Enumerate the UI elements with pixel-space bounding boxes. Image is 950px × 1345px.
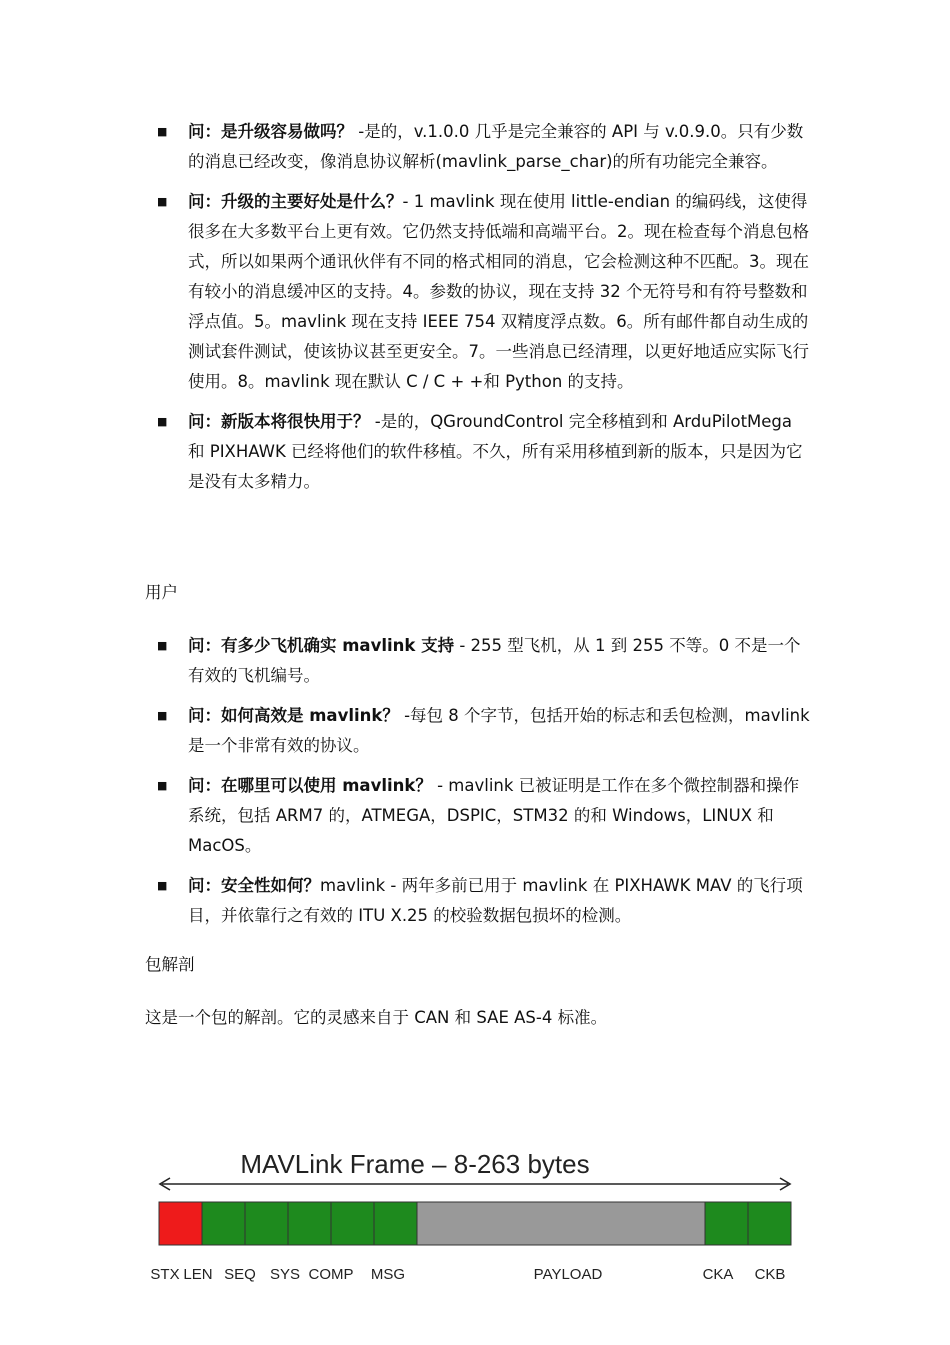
frame-field-ckb [748,1202,791,1245]
faq-answer: - 255 型飞机，从 1 到 255 不等。0 不是一个有效的飞机编号。 [188,636,801,685]
bullet-icon: ■ [157,195,168,208]
frame-field-cka [705,1202,748,1245]
frame-field-label: CKA [702,1266,734,1283]
faq-question: 问：新版本将很快用于？ [188,412,370,431]
faq-item [145,631,813,691]
frame-span-arrow [160,1178,790,1190]
faq-answer: - mavlink 已被证明是工作在多个微控制器和操作系统，包括 ARM7 的，ATMEGA，DSPIC，STM32 的和 Windows，LINUX 和 MacOS。 [188,776,800,855]
faq-list-users [145,631,813,931]
faq-question: 问：如何高效是 mavlink？ [188,706,399,725]
faq-question: 问：是升级容易做吗？ [188,122,353,141]
frame-field-label: PAYLOAD [533,1266,603,1283]
bullet-icon: ■ [157,415,168,428]
frame-field-payload [417,1202,705,1245]
faq-question: 问：安全性如何？ [188,876,320,895]
bullet-icon: ■ [157,779,168,792]
frame-field-stx [159,1202,202,1245]
faq-list-upgrade [145,117,813,497]
faq-answer: - 1 mavlink 现在使用 little-endian 的编码线，这使得很多在大多数平台上更有效。它仍然支持低端和高端平台。2。现在检查每个消息包格式，所以如果两个通讯伙伴有不同的格式相同的消息，它会检测这种不匹配。3。现在有较小的消息缓冲区的支持。4。参数的协议，现在支持 32 个无符号和有符号整数和浮点值。5。mavlink 现在支持 IEEE 754 双精度浮点数。6。所有邮件都自动生成的测试套件测试，使该协议甚至更安全。7。一些消息已经清理，以更好地适应实际飞行使用。8。mavlink 现在默认 C / C + +和 Python 的支持。 [188,192,809,391]
section-heading-anatomy: 包解剖 [145,955,195,974]
frame-field-label: SYS [269,1266,301,1283]
frame-field-seq [245,1202,288,1245]
faq-item [145,407,813,497]
bullet-icon: ■ [157,125,168,138]
bullet-icon: ■ [157,709,168,722]
section-heading-users: 用户 [145,583,178,602]
faq-item [145,871,813,931]
faq-answer: -每包 8 个字节，包括开始的标志和丢包检测，mavlink 是一个非常有效的协议。 [188,706,810,755]
faq-question: 问：在哪里可以使用 mavlink？ [188,776,432,795]
frame-field-sys [288,1202,331,1245]
faq-answer: -是的，QGroundControl 完全移植到和 ArduPilotMega 和 PIXHAWK 已经将他们的软件移植。不久，所有采用移植到新的版本，只是因为它是没有太多精力。 [188,412,803,491]
faq-question: 问：有多少飞机确实 mavlink 支持 [188,636,455,655]
frame-field-comp [331,1202,374,1245]
mavlink-frame-diagram [140,1140,810,1290]
faq-answer: -是的，v.1.0.0 几乎是完全兼容的 API 与 v.0.9.0。只有少数的消息已经改变，像消息协议解析(mavlink_parse_char)的所有功能完全兼容。 [188,122,804,171]
frame-field-label: STX [150,1266,180,1283]
faq-item [145,117,813,177]
faq-item [145,187,813,397]
frame-field-label: COMP [308,1266,354,1283]
frame-field-label: CKB [754,1266,786,1283]
bullet-icon: ■ [157,639,168,652]
frame-field-label: LEN [183,1266,213,1283]
faq-question: 问：升级的主要好处是什么？ [188,192,403,211]
faq-answer: mavlink - 两年多前已用于 mavlink 在 PIXHAWK MAV 的飞行项目，并依靠行之有效的 ITU X.25 的校验数据包损坏的检测。 [188,876,803,925]
bullet-icon: ■ [157,879,168,892]
frame-field-label: SEQ [224,1266,256,1283]
faq-item [145,771,813,861]
frame-field-len [202,1202,245,1245]
faq-item [145,701,813,761]
frame-title: MAVLink Frame – 8-263 bytes [240,1149,590,1179]
frame-field-label: MSG [370,1266,406,1283]
frame-field-msg [374,1202,417,1245]
frame-fields [150,1202,791,1283]
anatomy-intro: 这是一个包的解剖。它的灵感来自于 CAN 和 SAE AS-4 标准。 [145,1008,608,1027]
